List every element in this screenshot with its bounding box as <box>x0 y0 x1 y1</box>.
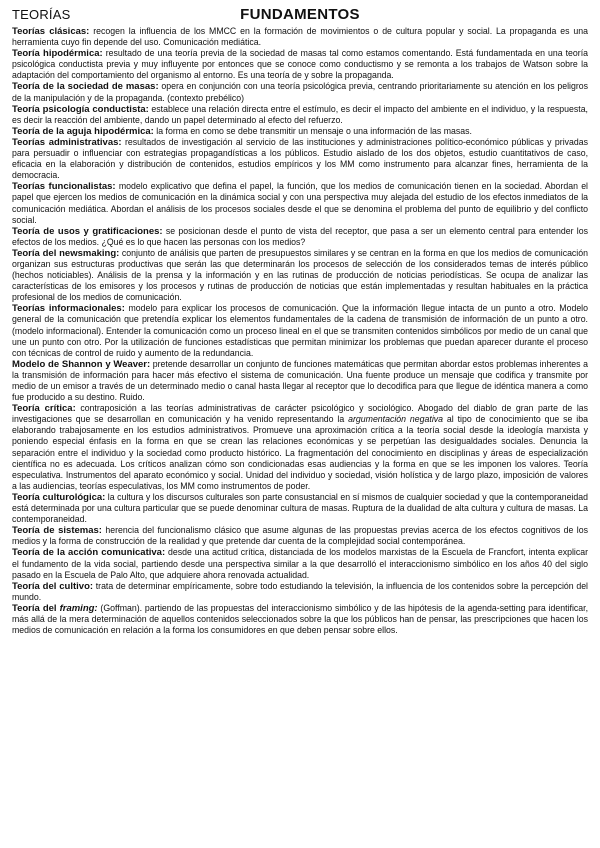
entry-term: Teoría del cultivo: <box>12 580 94 592</box>
entry-text: conjunto de análisis que parten de presupuestos similares y se centran en la forma en que los medios de comunicación organizan sus estructuras productivas que serán las que determinarán los procesos de selección de los considerados temas de interés público (hechos noticiables). Análisis de la prensa y la información y en las rutinas de producción de noticias periodísticas. Se ocupa de analizar las características de los emisores y los procesos y rutinas de producción de noticias que están implementadas y resultan habituales en la práctica profesional de los medios de comunicación. <box>12 247 588 303</box>
entry-teoria-hipodermica <box>12 48 588 81</box>
entry-text: (Goffman). partiendo de las propuestas del interaccionismo simbólico y de las hipótesis de la agenda-setting para identificar, más allá de la mera determinación de aquellos contenidos seleccionados sobre la que los públicos han de pensar, las prescripciones que hacen los medios de comunicación en relación a la forma los consumidores en que deben pensar sobre ellos. <box>12 602 588 636</box>
entry-teorias-clasicas <box>12 26 588 48</box>
entry-term: Teoría de la sociedad de masas: <box>12 81 159 93</box>
page-title: FUNDAMENTOS <box>240 6 360 23</box>
entry-text: herencia del funcionalismo clásico que asume algunas de las propuestas previas acerca de los efectos cognitivos de los medios y la forma de construcción de la realidad y que pretende dar cuenta de la complejidad social contemporánea. <box>12 525 588 547</box>
entry-text: resultados de investigación al servicio de las instituciones y administraciones político-económico públicas y privadas para persuadir o influenciar con estrategias propagandísticas a los públicos. Estudio aislado de los dos objetos, estudio cuantitativos de caso, eficacia en la elaboración y distribución de contenidos, estudios empíricos y los MM como instrumento para alcanzar fines, herramienta de la democracia. <box>12 136 588 181</box>
entry-teorias-informacionales <box>12 303 588 358</box>
entry-italic-phrase: argumentación negativa <box>348 414 443 425</box>
entry-text: la cultura y los discursos culturales son parte consustancial en sí mismos de cualquier sociedad y que la contemporaneidad está determinada por una cultura particular que se puede denominar cultura de masas. Ruptura de la dualidad de alta cultura y cultura de masas. La contemporaneidad. <box>12 491 588 525</box>
entry-term: Teoría de sistemas: <box>12 525 102 537</box>
entry-term: Teoría culturológica: <box>12 491 106 503</box>
entry-text-continued: al tipo de conocimiento que se iba elaborando trabajosamente en los estudios administrativos. Promueve una aproximación crítica a la teoría social desde la ideología marxista y poniendo especial énfasis en la forma en que se crean las relaciones económicas y se perpetúan las desigualdades sociales. Denuncia la separación entre el individuo y la sociedad como producto histórico. La fragmentación del conocimiento en disciplinas y áreas de especialización científica no es adecuada. Los críticos analizan cómo son condicionadas esas audiencias y la forma en que se les imponen los valores. Teoría especulativa. Instrumentos del aparato económico y social. Unidad del individuo y sociedad, visión holística y de largo plazo, imposición de valores a las audiencias, teorías especulativas, los MM como instrumentos de poder. <box>12 414 588 491</box>
entry-text: modelo explicativo que defina el papel, la función, que los medios de comunicación tienen en la sociedad. Abordan el papel que ejercen los medios de comunicación en la dinámica social y con una perspectiva muy alejada del estudio de los efectos inmediatos de la comunicación mediática. Abordan el análisis de los procesos sociales desde el que se denomina el problema del punto de equilibrio y del conflicto social. <box>12 181 588 225</box>
entry-newsmaking <box>12 248 588 303</box>
page-header <box>12 4 588 26</box>
entry-text: recogen la influencia de los MMCC en la formación de movimientos o de cultura popular y social. La propaganda es una herramienta cuyo fin depende del uso. Comunicación mediática. <box>12 26 589 48</box>
entry-text: pretende desarrollar un conjunto de funciones matemáticas que permitan abordar estos problemas inherentes a la transmisión de información para hacer más efectivo el sistema de comunicación. Una fuente produce un mensaje que codifica y transmite por medio de un emisor a través de un determinado medio o canal hasta llegar al receptor que lo decodifica para que llegue de idéntica manera a como fue producido a su destino. Ruido. <box>12 358 588 403</box>
entry-text: modelo para explicar los procesos de comunicación. Que la información llegue intacta de un punto a otro. Modelo general de la comunicación que pretendía explicar los elementos fundamentales de la cadena de transmisión de información de un punto a otro. (modelo informacional). Entender la comunicación como un proceso lineal en el que se transmiten contenidos simbólicos por medio de un canal que une un punto con otro. Por la utilización de funciones estadísticas que permitan minimizar los problemas que puedan aparecer durante el proceso con técnicas de control de ruido y aumento de la redundancia. <box>12 303 588 358</box>
entry-teoria-del-framing <box>12 603 588 636</box>
entry-psicologia-conductista <box>12 104 588 126</box>
entry-text: establece una relación directa entre el estímulo, es decir el impacto del ambiente en el individuo, y la respuesta, es decir la reacción del ambiente, dando un papel determinado al efecto del refuerzo. <box>12 103 588 125</box>
entry-usos-y-gratificaciones <box>12 226 588 248</box>
entry-term: Teoría hipodérmica: <box>12 48 103 60</box>
entry-teoria-de-sistemas <box>12 525 588 547</box>
entry-accion-comunicativa <box>12 547 588 580</box>
entry-term-italic: framing: <box>59 602 98 614</box>
entry-term: Teoría del newsmaking: <box>12 247 120 259</box>
entry-aguja-hipodermica <box>12 126 588 137</box>
entry-text: trata de determinar empíricamente, sobre todo estudiando la televisión, la influencia de los contenidos sobre la percepción del mundo. <box>12 580 589 602</box>
entry-shannon-weaver <box>12 359 588 403</box>
entry-text: la forma en como se debe transmitir un mensaje o una información de las masas. <box>153 125 472 136</box>
entry-term: Teorías funcionalistas: <box>12 181 116 193</box>
entry-term: Teorías administrativas: <box>12 136 122 148</box>
entry-teoria-del-cultivo <box>12 581 588 603</box>
entry-term: Teoría del <box>12 602 60 614</box>
entry-term: Teoría de la aguja hipodérmica: <box>12 125 154 137</box>
entry-term: Modelo de Shannon y Weaver: <box>12 358 151 370</box>
entry-teorias-funcionalistas <box>12 181 588 225</box>
entry-term: Teoría de la acción comunicativa: <box>12 547 166 559</box>
entry-text: resultado de una teoría previa de la sociedad de masas tal como estamos comentando. Está fundamentada en una teoría psicológica conductista previa y muy influyente por entonces que se conoce como conductismo y se remonta a los trabajos de Watson sobre la adaptación del comportamiento del organismo al entorno. Es una teoría de y sobre la propaganda. <box>12 48 589 81</box>
entry-text: opera en conjunción con una teoría psicológica previa, centrando prioritariamente su atención en los peligros de la manipulación y de la propaganda. (contexto prebélico) <box>12 81 588 103</box>
entry-term: Teoría psicología conductista: <box>12 103 149 115</box>
entry-teoria-critica <box>12 403 588 492</box>
entry-teorias-administrativas <box>12 137 588 181</box>
entry-text: desde una actitud crítica, distanciada de los modelos marxistas de la Escuela de Francfort, intenta explicar el fundamento de la vida social, partiendo desde una perspectiva similar a la que desarrolló el interaccionismo simbólico en los años 40 del siglo pasado en la Escuela de Palo Alto, que adquiere ahora renovada actualidad. <box>12 547 588 580</box>
entry-term: Teoría crítica: <box>12 403 76 415</box>
entry-text: se posicionan desde el punto de vista del receptor, que pasa a ser un elemento central para entender los efectos de los medios. ¿Qué es lo que hacen las personas con los medios? <box>12 225 588 247</box>
entry-sociedad-de-masas <box>12 81 588 103</box>
entry-text: contraposición a las teorías administrativas de carácter psicológico y sociológico. Abogado del diablo de gran parte de las investigaciones que se desarrollan en comunicación y ha venido representando la <box>12 403 588 425</box>
entry-term: Teorías informacionales: <box>12 303 125 315</box>
entry-teoria-culturologica <box>12 492 588 525</box>
document-body <box>12 26 588 636</box>
section-label: TEORÍAS <box>12 7 71 22</box>
entry-term: Teoría de usos y gratificaciones: <box>12 225 163 237</box>
entry-term: Teorías clásicas: <box>12 26 90 37</box>
